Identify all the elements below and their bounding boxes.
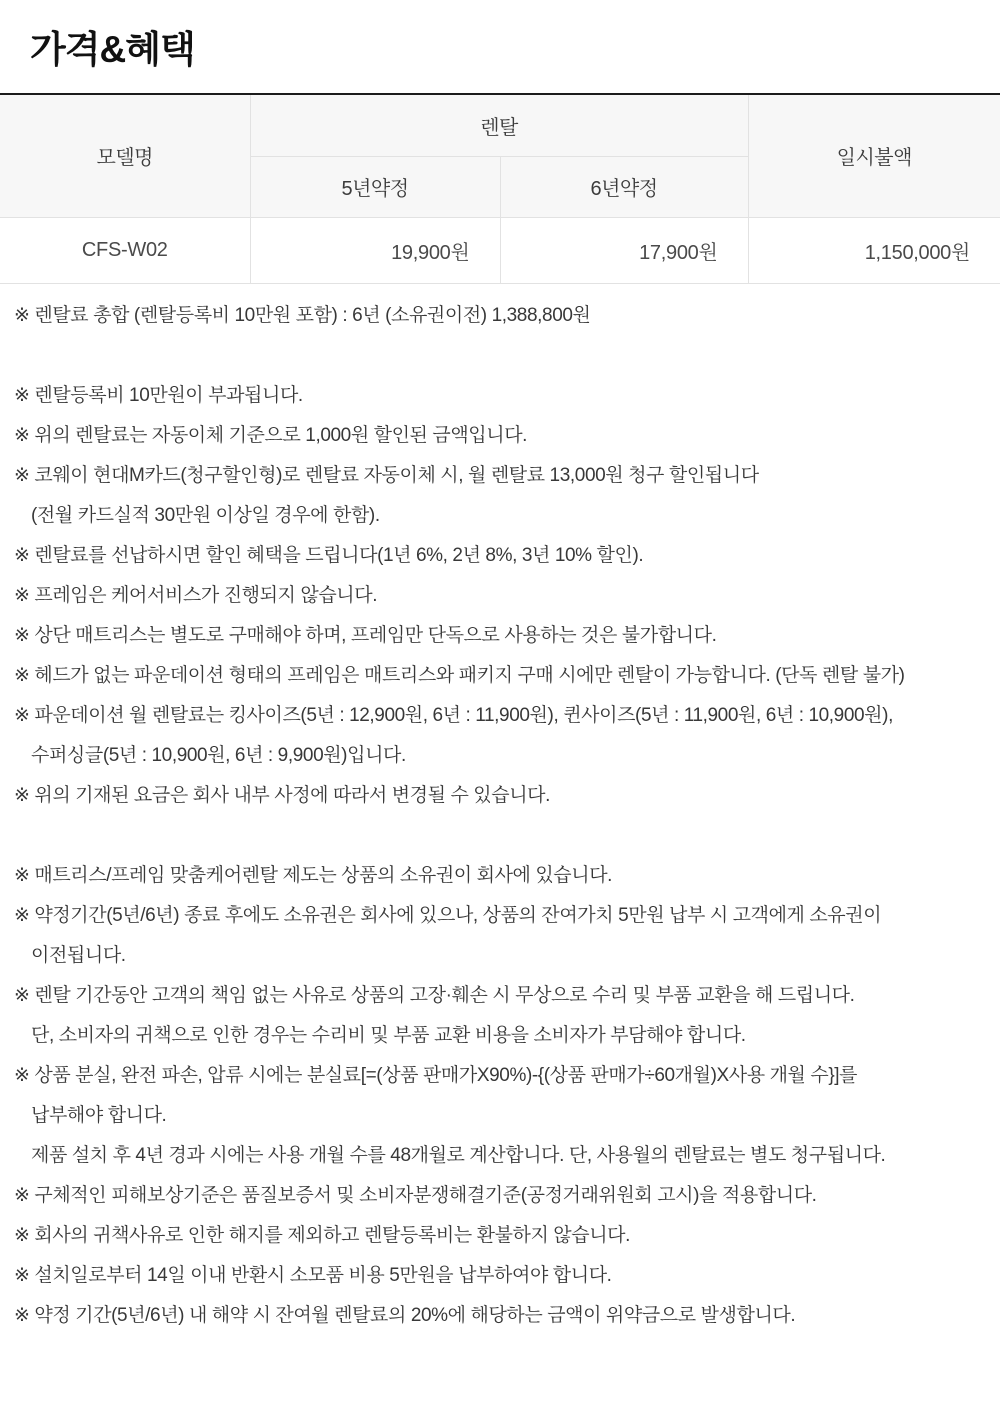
lump-sum-cell: 1,150,000원 [748, 217, 1000, 283]
note-line: ※ 매트리스/프레임 맞춤케어렌탈 제도는 상품의 소유권이 회사에 있습니다. [14, 864, 613, 886]
note-line: 수퍼싱글(5년 : 10,900원, 6년 : 9,900원)입니다. [31, 744, 406, 766]
note-line: 납부해야 합니다. [31, 1104, 167, 1126]
note-line: (전월 카드실적 30만원 이상일 경우에 한함). [31, 504, 380, 526]
header-6yr-contract: 6년약정 [500, 156, 748, 217]
price-table [0, 93, 1000, 284]
model-name-cell: CFS-W02 [0, 217, 250, 283]
note-line: ※ 회사의 귀책사유로 인한 해지를 제외하고 렌탈등록비는 환불하지 않습니다. [14, 1224, 631, 1246]
note-line: ※ 프레임은 케어서비스가 진행되지 않습니다. [14, 584, 378, 606]
note-line: ※ 렌탈료를 선납하시면 할인 혜택을 드립니다(1년 6%, 2년 8%, 3년 10% 할인). [14, 544, 644, 566]
header-5yr-contract: 5년약정 [250, 156, 500, 217]
note-line: ※ 렌탈등록비 10만원이 부과됩니다. [14, 384, 303, 406]
note-line: ※ 상품 분실, 완전 파손, 압류 시에는 분실료[=(상품 판매가X90%)-{(상품 판매가÷60개월)X사용 개월 수}]를 [14, 1064, 858, 1086]
header-rental-group: 렌탈 [250, 94, 748, 156]
note-line: ※ 파운데이션 월 렌탈료는 킹사이즈(5년 : 12,900원, 6년 : 11,900원), 퀸사이즈(5년 : 11,900원, 6년 : 10,900원), [14, 704, 893, 726]
page-title: 가격&혜택 [30, 29, 195, 70]
header-lump-sum: 일시불액 [748, 94, 1000, 217]
header-model-name: 모델명 [0, 94, 250, 217]
note-line: ※ 위의 기재된 요금은 회사 내부 사정에 따라서 변경될 수 있습니다. [14, 784, 550, 806]
table-row [0, 217, 1000, 283]
note-line: ※ 구체적인 피해보상기준은 품질보증서 및 소비자분쟁해결기준(공정거래위원회 고시)을 적용합니다. [14, 1184, 817, 1206]
note-line: ※ 설치일로부터 14일 이내 반환시 소모품 비용 5만원을 납부하여야 합니다. [14, 1264, 612, 1286]
notes-section [14, 296, 984, 1336]
price-5yr-cell: 19,900원 [250, 217, 500, 283]
note-line: 이전됩니다. [31, 944, 126, 966]
note-line: 제품 설치 후 4년 경과 시에는 사용 개월 수를 48개월로 계산합니다. 단, 사용월의 렌탈료는 별도 청구됩니다. [31, 1144, 886, 1166]
note-line: ※ 약정 기간(5년/6년) 내 해약 시 잔여월 렌탈료의 20%에 해당하는 금액이 위약금으로 발생합니다. [14, 1304, 796, 1326]
note-line: ※ 위의 렌탈료는 자동이체 기준으로 1,000원 할인된 금액입니다. [14, 424, 528, 446]
note-line: ※ 헤드가 없는 파운데이션 형태의 프레임은 매트리스와 패키지 구매 시에만 렌탈이 가능합니다. (단독 렌탈 불가) [14, 664, 905, 686]
note-line: ※ 코웨이 현대M카드(청구할인형)로 렌탈료 자동이체 시, 월 렌탈료 13,000원 청구 할인됩니다 [14, 464, 759, 486]
price-6yr-cell: 17,900원 [500, 217, 748, 283]
note-line: ※ 렌탈 기간동안 고객의 책임 없는 사유로 상품의 고장·훼손 시 무상으로 수리 및 부품 교환을 해 드립니다. [14, 984, 855, 1006]
note-line: 단, 소비자의 귀책으로 인한 경우는 수리비 및 부품 교환 비용을 소비자가 부담해야 합니다. [31, 1024, 746, 1046]
note-line: ※ 렌탈료 총합 (렌탈등록비 10만원 포함) : 6년 (소유권이전) 1,388,800원 [14, 304, 591, 326]
note-line: ※ 약정기간(5년/6년) 종료 후에도 소유권은 회사에 있으나, 상품의 잔여가치 5만원 납부 시 고객에게 소유권이 [14, 904, 882, 926]
note-line: ※ 상단 매트리스는 별도로 구매해야 하며, 프레임만 단독으로 사용하는 것은 불가합니다. [14, 624, 717, 646]
